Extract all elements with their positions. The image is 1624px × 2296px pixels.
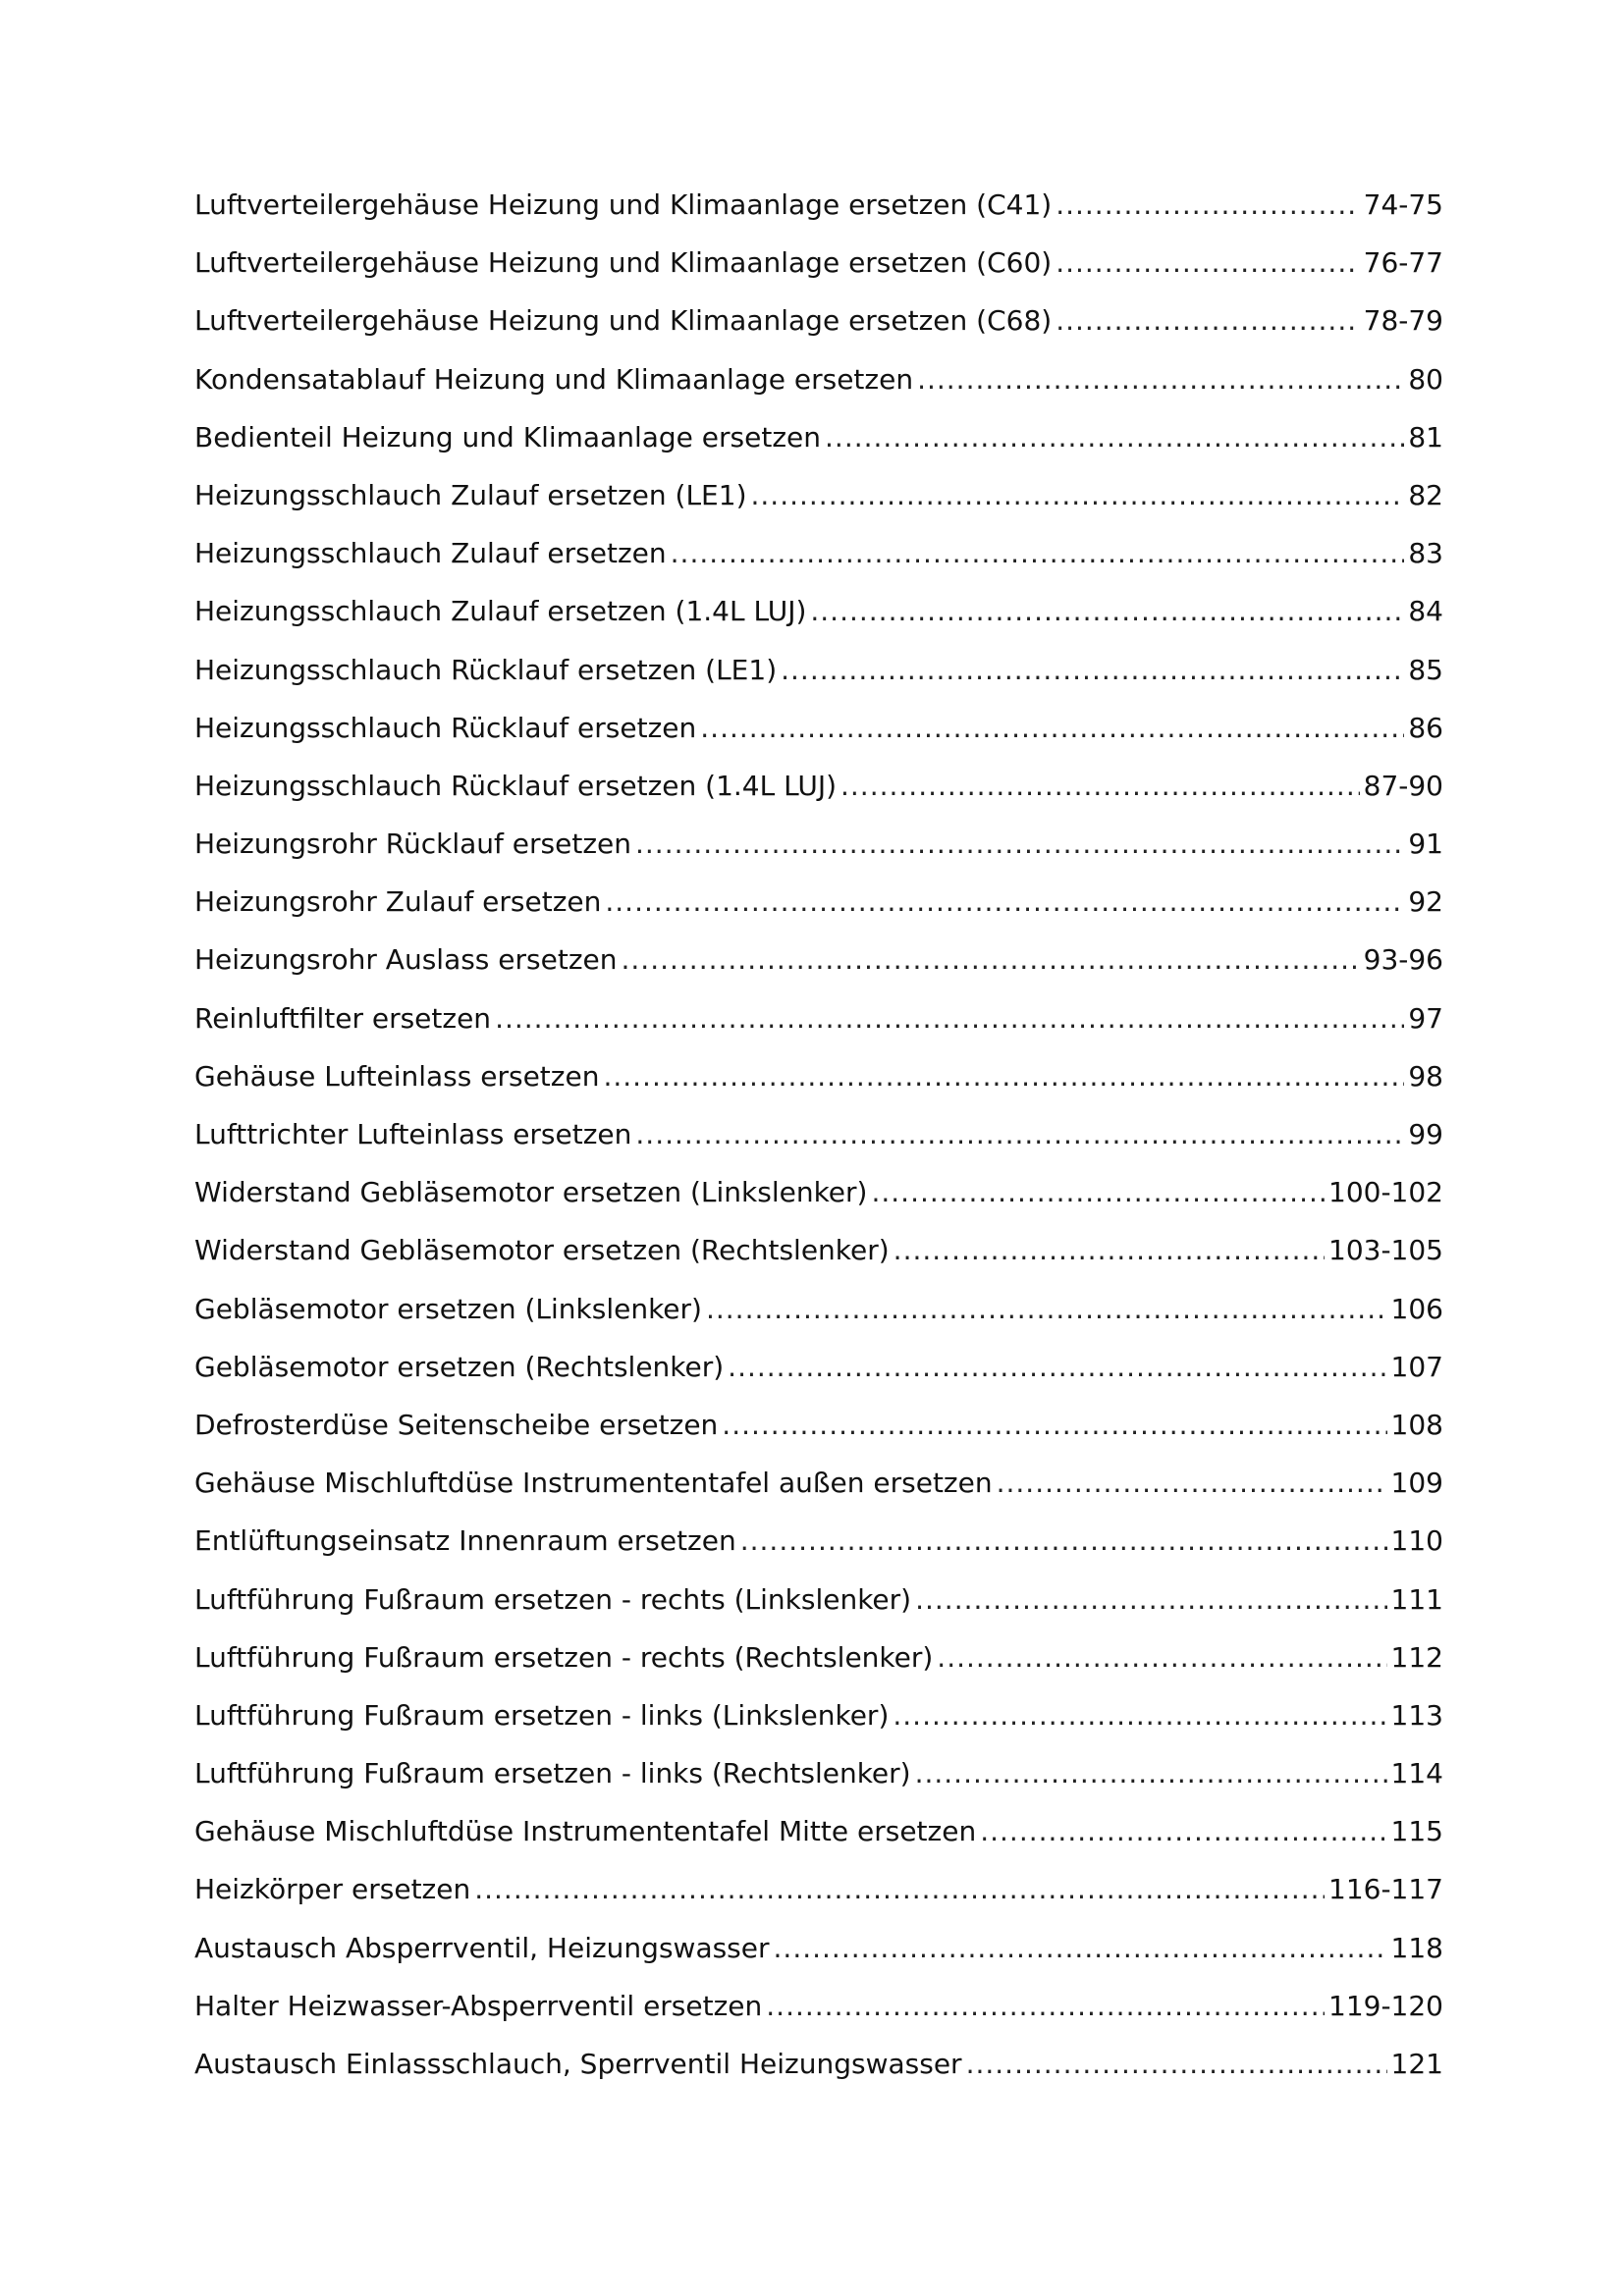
toc-entry[interactable] <box>194 1583 1443 1641</box>
toc-entry[interactable] <box>194 1524 1443 1582</box>
toc-entry-page-number: 99 <box>1408 1118 1443 1150</box>
toc-entry-page-number: 107 <box>1390 1350 1443 1383</box>
toc-entry-page-number: 78-79 <box>1363 304 1443 338</box>
toc-entry-page-number: 76-77 <box>1363 246 1443 280</box>
toc-entry[interactable] <box>194 828 1443 885</box>
toc-entry-page-number: 103-105 <box>1328 1234 1443 1267</box>
toc-dot-leader <box>774 1932 1387 1964</box>
toc-entry-page-number: 114 <box>1390 1757 1443 1790</box>
toc-entry-title: Gehäuse Lufteinlass ersetzen <box>194 1059 600 1093</box>
toc-entry-page-number: 97 <box>1408 1001 1443 1035</box>
toc-entry[interactable] <box>194 1932 1443 1990</box>
toc-entry-title: Heizungsschlauch Rücklauf ersetzen (LE1) <box>194 653 778 686</box>
toc-dot-leader <box>997 1467 1387 1499</box>
toc-dot-leader <box>671 537 1405 569</box>
toc-entry-title: Luftverteilergehäuse Heizung und Klimaanlage ersetzen (C60) <box>194 246 1053 280</box>
toc-entry-page-number: 87-90 <box>1363 769 1443 802</box>
toc-entry[interactable] <box>194 246 1443 304</box>
toc-entry[interactable] <box>194 421 1443 479</box>
toc-entry-title: Heizungsrohr Auslass ersetzen <box>194 943 618 977</box>
toc-dot-leader <box>937 1641 1386 1674</box>
toc-entry-title: Heizungsschlauch Rücklauf ersetzen <box>194 711 697 744</box>
toc-entry-page-number: 85 <box>1408 653 1443 686</box>
toc-entry[interactable] <box>194 885 1443 943</box>
toc-entry[interactable] <box>194 363 1443 421</box>
toc-entry[interactable] <box>194 1990 1443 2048</box>
toc-entry-title: Heizungsschlauch Rücklauf ersetzen (1.4L LUJ) <box>194 769 837 802</box>
toc-entry-title: Luftführung Fußraum ersetzen - rechts (Linkslenker) <box>194 1582 912 1616</box>
toc-dot-leader <box>781 654 1404 686</box>
toc-entry-title: Gebläsemotor ersetzen (Linkslenker) <box>194 1292 702 1325</box>
toc-entry-page-number: 116-117 <box>1328 1873 1443 1906</box>
toc-entry-title: Luftverteilergehäuse Heizung und Klimaanlage ersetzen (C68) <box>194 304 1053 338</box>
toc-dot-leader <box>700 712 1404 744</box>
toc-dot-leader <box>728 1351 1386 1383</box>
toc-entry-title: Widerstand Gebläsemotor ersetzen (Linkslenker) <box>194 1176 868 1209</box>
toc-entry[interactable] <box>194 712 1443 770</box>
toc-dot-leader <box>980 1815 1386 1847</box>
toc-dot-leader <box>810 595 1404 627</box>
toc-entry[interactable] <box>194 1293 1443 1351</box>
toc-entry-page-number: 115 <box>1390 1815 1443 1848</box>
toc-entry[interactable] <box>194 654 1443 712</box>
toc-dot-leader <box>766 1990 1325 2022</box>
toc-entry-page-number: 82 <box>1408 478 1443 511</box>
toc-entry[interactable] <box>194 1815 1443 1873</box>
toc-entry[interactable] <box>194 479 1443 537</box>
toc-entry-title: Luftführung Fußraum ersetzen - rechts (Rechtslenker) <box>194 1640 934 1674</box>
toc-entry-title: Halter Heizwasser-Absperrventil ersetzen <box>194 1989 763 2022</box>
toc-entry-page-number: 84 <box>1408 595 1443 628</box>
toc-entry[interactable] <box>194 943 1443 1001</box>
toc-dot-leader <box>1056 304 1359 337</box>
toc-entry[interactable] <box>194 1873 1443 1931</box>
toc-entry-title: Reinluftfilter ersetzen <box>194 1001 492 1035</box>
toc-dot-leader <box>495 1002 1404 1035</box>
toc-entry-title: Kondensatablauf Heizung und Klimaanlage ersetzen <box>194 362 914 396</box>
toc-entry[interactable] <box>194 770 1443 828</box>
toc-entry[interactable] <box>194 2048 1443 2106</box>
toc-entry-page-number: 83 <box>1408 537 1443 570</box>
toc-dot-leader <box>915 1583 1386 1616</box>
toc-dot-leader <box>722 1409 1386 1441</box>
toc-dot-leader <box>966 2048 1387 2080</box>
toc-dot-leader <box>893 1699 1386 1732</box>
toc-entry[interactable] <box>194 1351 1443 1409</box>
toc-dot-leader <box>605 885 1404 918</box>
toc-entry-page-number: 108 <box>1390 1408 1443 1441</box>
toc-entry[interactable] <box>194 188 1443 246</box>
toc-entry-page-number: 98 <box>1408 1059 1443 1093</box>
toc-entry[interactable] <box>194 1002 1443 1060</box>
toc-entry[interactable] <box>194 1409 1443 1467</box>
toc-entry-title: Gebläsemotor ersetzen (Rechtslenker) <box>194 1350 725 1383</box>
toc-entry-title: Gehäuse Mischluftdüse Instrumententafel außen ersetzen <box>194 1467 993 1500</box>
toc-entry-title: Luftführung Fußraum ersetzen - links (Linkslenker) <box>194 1698 890 1732</box>
toc-dot-leader <box>893 1234 1325 1266</box>
toc-entry-page-number: 113 <box>1390 1698 1443 1732</box>
toc-entry[interactable] <box>194 1467 1443 1524</box>
toc-entry[interactable] <box>194 304 1443 362</box>
toc-entry-title: Luftverteilergehäuse Heizung und Klimaanlage ersetzen (C41) <box>194 188 1053 221</box>
toc-entry-title: Heizungsschlauch Zulauf ersetzen (1.4L LUJ) <box>194 595 807 628</box>
toc-entry-page-number: 112 <box>1390 1640 1443 1674</box>
toc-dot-leader <box>1056 188 1359 221</box>
toc-dot-leader <box>751 479 1405 511</box>
toc-dot-leader <box>622 943 1360 976</box>
toc-entry-title: Heizungsschlauch Zulauf ersetzen <box>194 537 667 570</box>
toc-dot-leader <box>840 770 1360 802</box>
toc-dot-leader <box>635 1118 1404 1150</box>
toc-entry-title: Heizungsrohr Rücklauf ersetzen <box>194 828 631 861</box>
toc-entry-title: Entlüftungseinsatz Innenraum ersetzen <box>194 1524 736 1558</box>
toc-dot-leader <box>917 363 1404 396</box>
toc-entry-title: Austausch Einlassschlauch, Sperrventil Heizungswasser <box>194 2048 962 2080</box>
toc-entry-title: Heizkörper ersetzen <box>194 1873 471 1906</box>
toc-dot-leader <box>740 1524 1387 1557</box>
toc-entry-title: Gehäuse Mischluftdüse Instrumententafel Mitte ersetzen <box>194 1815 977 1848</box>
toc-entry-page-number: 74-75 <box>1363 188 1443 221</box>
toc-entry-page-number: 119-120 <box>1328 1989 1443 2022</box>
toc-entry-title: Austausch Absperrventil, Heizungswasser <box>194 1931 770 1964</box>
toc-entry-page-number: 110 <box>1390 1524 1443 1558</box>
toc-entry[interactable] <box>194 1641 1443 1699</box>
toc-entry-page-number: 93-96 <box>1363 943 1443 977</box>
toc-entry[interactable] <box>194 1234 1443 1292</box>
toc-entry-title: Defrosterdüse Seitenscheibe ersetzen <box>194 1408 719 1441</box>
toc-entry-page-number: 91 <box>1408 828 1443 861</box>
toc-entry-title: Bedienteil Heizung und Klimaanlage ersetzen <box>194 420 822 454</box>
toc-dot-leader <box>635 828 1404 860</box>
toc-entry-page-number: 100-102 <box>1328 1176 1443 1209</box>
toc-dot-leader <box>474 1873 1325 1905</box>
toc-entry-page-number: 121 <box>1390 2048 1443 2080</box>
toc-entry-page-number: 80 <box>1408 362 1443 396</box>
toc-entry-page-number: 92 <box>1408 885 1443 919</box>
toc-entry-page-number: 106 <box>1390 1292 1443 1325</box>
toc-dot-leader <box>915 1757 1387 1789</box>
toc-entry[interactable] <box>194 1757 1443 1815</box>
toc-entry-title: Lufttrichter Lufteinlass ersetzen <box>194 1118 632 1150</box>
table-of-contents <box>194 188 1443 2106</box>
toc-entry-title: Heizungsrohr Zulauf ersetzen <box>194 885 602 919</box>
toc-entry-page-number: 111 <box>1390 1582 1443 1616</box>
toc-entry[interactable] <box>194 1118 1443 1176</box>
toc-dot-leader <box>603 1060 1404 1093</box>
toc-entry-title: Luftführung Fußraum ersetzen - links (Rechtslenker) <box>194 1757 911 1790</box>
toc-entry-title: Heizungsschlauch Zulauf ersetzen (LE1) <box>194 478 747 511</box>
toc-entry[interactable] <box>194 537 1443 595</box>
toc-dot-leader <box>825 421 1404 454</box>
toc-dot-leader <box>706 1293 1387 1325</box>
toc-entry-page-number: 86 <box>1408 711 1443 744</box>
toc-entry[interactable] <box>194 595 1443 653</box>
toc-entry[interactable] <box>194 1699 1443 1757</box>
toc-entry-page-number: 118 <box>1390 1931 1443 1964</box>
toc-entry[interactable] <box>194 1060 1443 1118</box>
toc-entry-title: Widerstand Gebläsemotor ersetzen (Rechtslenker) <box>194 1234 890 1267</box>
toc-dot-leader <box>871 1176 1325 1208</box>
toc-entry-page-number: 109 <box>1390 1467 1443 1500</box>
toc-dot-leader <box>1056 246 1359 279</box>
toc-entry[interactable] <box>194 1176 1443 1234</box>
toc-entry-page-number: 81 <box>1408 420 1443 454</box>
